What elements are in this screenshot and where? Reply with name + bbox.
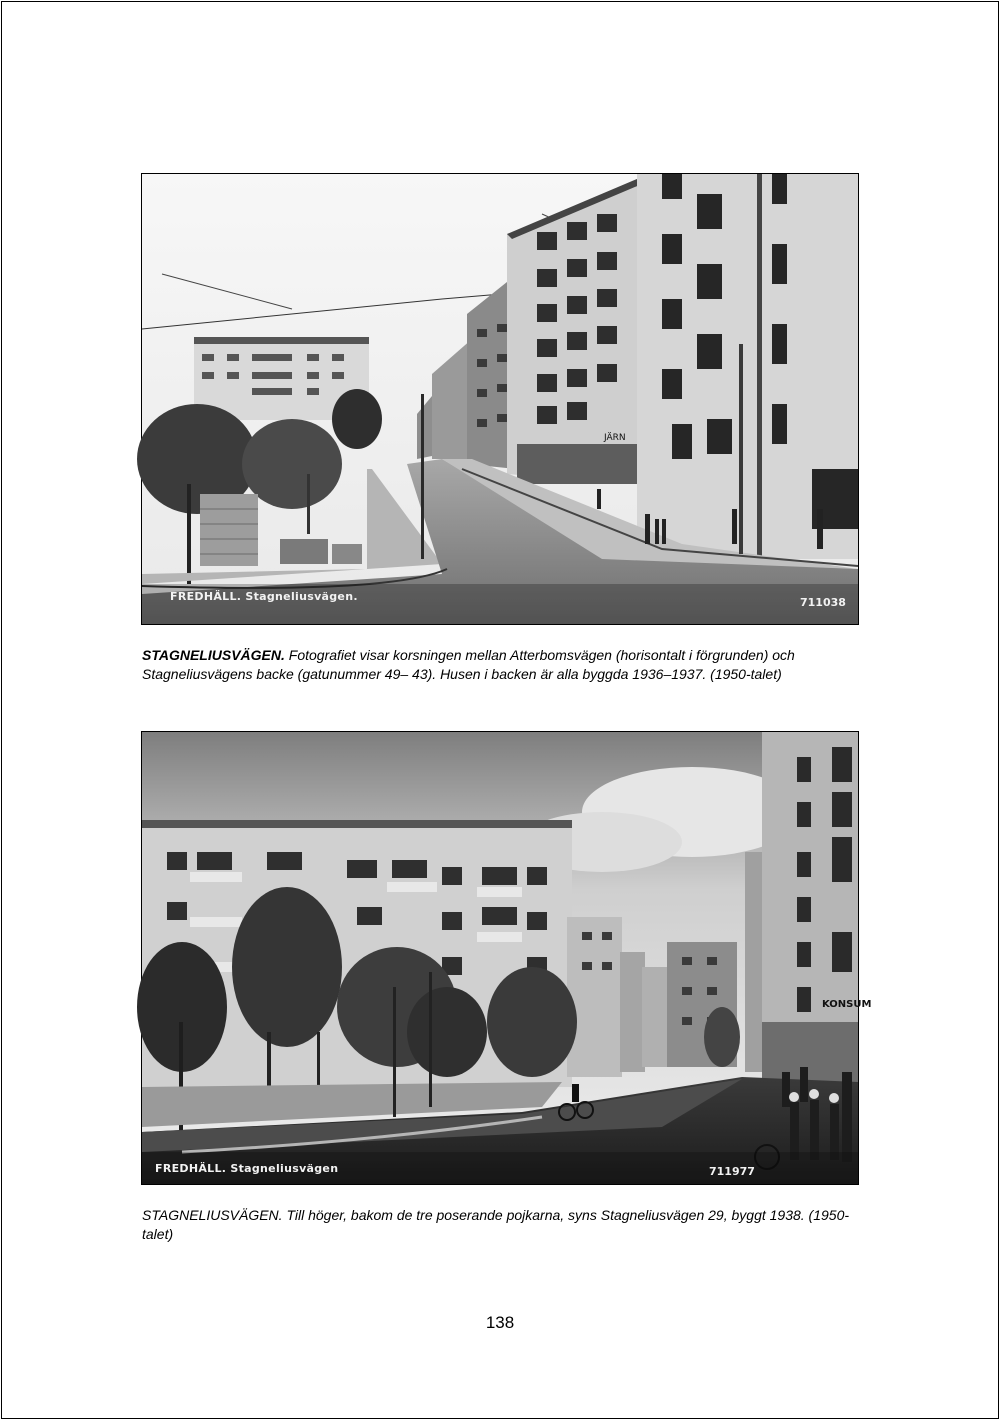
caption-2-lead: STAGNELIUSVÄGEN. [142, 1207, 283, 1223]
caption-1 [142, 646, 862, 684]
caption-2-text: Till höger, bakom de tre poserande pojkarna, syns Stagneliusvägen 29, byggt 1938. (1950-talet) [142, 1207, 850, 1242]
shop-sign-2: KONSUM [822, 999, 872, 1010]
photo-2-number: 711977 [709, 1165, 755, 1178]
caption-2 [142, 1206, 862, 1244]
page-number: 138 [485, 1313, 515, 1332]
photo-2-image [142, 732, 872, 1184]
caption-1-lead: STAGNELIUSVÄGEN. [142, 647, 285, 663]
caption-1-text: Fotografiet visar korsningen mellan Atterbomsvägen (horisontalt i förgrunden) och Stagneliusvägens backe (gatunummer 49– 43). Husen i backen är alla byggda 1936–1937. (1950-talet) [142, 647, 795, 682]
photo-stagneliusvagen-crossing [141, 173, 859, 625]
photo-1-caption-label: FREDHÄLL. Stagneliusvägen. [170, 590, 358, 603]
photo-stagneliusvagen-boys [141, 731, 872, 1185]
photo-2-caption-label: FREDHÄLL. Stagneliusvägen [155, 1162, 339, 1175]
shop-sign-1: JÄRN [604, 433, 626, 443]
photo-1-number: 711038 [800, 596, 846, 609]
photo-1-image [142, 174, 858, 624]
